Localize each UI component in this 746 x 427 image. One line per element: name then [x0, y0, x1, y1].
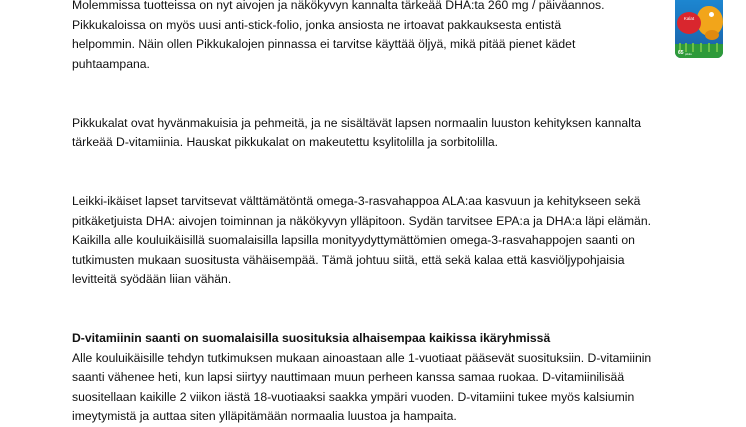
fish-fin	[705, 30, 719, 40]
paragraph-taste-vitamin-d	[72, 114, 682, 153]
package-count: 65	[678, 50, 684, 56]
text-line: Kaikilla alle kouluikäisillä suomalaisilla lapsilla monityydyttymättömien omega-3-rasvahappojen saanti on	[72, 233, 635, 248]
text-line: Molemmissa tuotteissa on nyt aivojen ja näkökyvyn kannalta tärkeää DHA:ta 260 mg / päiväannos.	[72, 0, 605, 12]
paragraph-spacer	[72, 290, 682, 310]
text-line: imeytymistä ja auttaa siten ylläpitämään normaalia luustoa ja hampaita.	[72, 409, 457, 424]
product-package-image	[675, 0, 723, 58]
text-line: puhtaampana.	[72, 56, 150, 71]
text-line: levitteitä syödään liian vähän.	[72, 272, 232, 287]
fish-eye	[709, 12, 714, 17]
paragraph-spacer	[72, 172, 682, 192]
text-line: Pikkukaloissa on myös uusi anti-stick-folio, jonka ansiosta ne irtoavat pakkauksesta entistä	[72, 17, 562, 32]
section-heading: D-vitamiinin saanti on suomalaisilla suosituksia alhaisempaa kaikissa ikäryhmissä	[72, 331, 551, 346]
text-line: tärkeää D-vitamiinia. Hauskat pikkukalat on makeutettu ksylitolilla ja sorbitolilla.	[72, 135, 499, 150]
document-body	[72, 0, 682, 427]
paragraph-spacer	[72, 310, 682, 330]
paragraph-spacer	[72, 153, 682, 173]
text-line: pitkäketjuista DHA: aivojen toiminnan ja näkökyvyn ylläpitoon. Sydän tarvitsee EPA:a ja DHA:a läpi elämän.	[72, 213, 651, 228]
text-line: tutkimusten mukaan suositusta vähäisempää. Tämä johtuu siitä, että sekä kalaa että kasviöljypohjaisia	[72, 252, 625, 267]
text-line: Alle kouluikäisille tehdyn tutkimuksen mukaan ainoastaan alle 1-vuotiaat pääsevät suosituksiin. D-vitamiinin	[72, 350, 652, 365]
text-line: Leikki-ikäiset lapset tarvitsevat välttämätöntä omega-3-rasvahappoa ALA:aa kasvuun ja kehitykseen sekä	[72, 193, 641, 208]
package-badge: Kalat	[677, 12, 701, 34]
paragraph-spacer	[72, 94, 682, 114]
paragraph-omega3	[72, 192, 682, 290]
package-subtext: pikku	[685, 52, 693, 56]
text-line: Pikkukalat ovat hyvänmakuisia ja pehmeitä, ja ne sisältävät lapsen normaalin luuston kehityksen kannalta	[72, 115, 642, 130]
paragraph-vitamin-d-intake	[72, 349, 682, 427]
paragraph-spacer	[72, 74, 682, 94]
text-line: saanti vähenee heti, kun lapsi siirtyy nauttimaan muun perheen kanssa samaa ruokaa. D-vitamiinilisää	[72, 370, 625, 385]
paragraph-dha-antistick	[72, 0, 682, 74]
text-line: helpommin. Näin ollen Pikkukalojen pinnassa ei tarvitse käyttää öljyä, mikä pitää pienet kädet	[72, 37, 576, 52]
text-line: suositellaan kaikille 2 viikon iästä 18-vuotiaaksi saakka ympäri vuoden. D-vitamiini tukee myös kalsiumin	[72, 389, 635, 404]
